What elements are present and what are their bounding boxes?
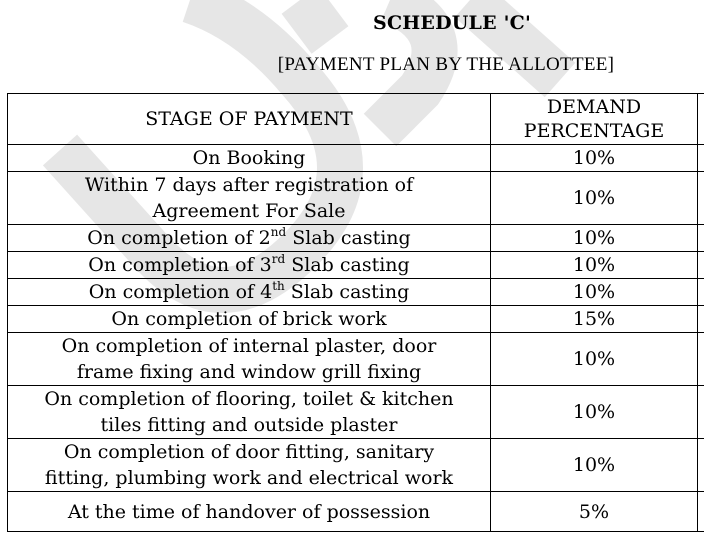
stage-line1: Within 7 days after registration of [84, 174, 414, 196]
payment-plan-table [7, 93, 704, 532]
stage-text-pre: On completion of 2 [87, 227, 271, 249]
stage-text-post: Slab casting [286, 227, 411, 249]
table-edge-cell [698, 439, 704, 492]
table-row [8, 333, 704, 386]
ordinal-suffix: rd [271, 252, 286, 266]
stage-cell [8, 172, 491, 225]
table-row [8, 386, 704, 439]
percentage-cell: 10% [491, 252, 698, 279]
schedule-title: SCHEDULE 'C' [373, 12, 531, 34]
table-row [8, 279, 704, 306]
stage-text-post: Slab casting [285, 254, 410, 276]
stage-text-pre: On completion of 4 [88, 281, 273, 303]
percentage-cell: 10% [491, 439, 698, 492]
table-row [8, 306, 704, 333]
stage-text-pre: On completion of 3 [88, 254, 272, 276]
percentage-cell: 10% [491, 145, 698, 172]
ordinal-suffix: nd [270, 225, 287, 239]
stage-cell [8, 439, 491, 492]
stage-line1: On completion of internal plaster, door [61, 335, 437, 357]
stage-cell [8, 225, 491, 252]
percentage-cell: 10% [491, 225, 698, 252]
stage-cell [8, 386, 491, 439]
table-edge-cell [698, 172, 704, 225]
stage-line2: frame fixing and window grill fixing [76, 361, 422, 383]
percentage-cell: 10% [491, 172, 698, 225]
stage-cell [8, 252, 491, 279]
percentage-cell: 15% [491, 306, 698, 333]
stage-line1: On completion of flooring, toilet & kitchen [44, 388, 454, 410]
stage-cell: At the time of handover of possession [8, 492, 491, 532]
header-stage-of-payment: STAGE OF PAYMENT [8, 94, 491, 145]
table-header-row [8, 94, 704, 145]
table-edge-cell [698, 306, 704, 333]
stage-line2: tiles fitting and outside plaster [100, 414, 398, 436]
table-edge-cell [698, 145, 704, 172]
header-demand-line2: PERCENTAGE [523, 120, 665, 142]
table-row [8, 252, 704, 279]
table-edge-cell [698, 386, 704, 439]
stage-cell [8, 333, 491, 386]
stage-text-post: Slab casting [284, 281, 410, 303]
table-edge-cell [698, 252, 704, 279]
header-demand-percentage [491, 94, 698, 145]
table-edge-cell [698, 492, 704, 532]
table-row [8, 172, 704, 225]
schedule-subtitle: [PAYMENT PLAN BY THE ALLOTTEE] [277, 54, 615, 75]
stage-line2: fitting, plumbing work and electrical work [44, 467, 454, 489]
percentage-cell: 10% [491, 279, 698, 306]
table-row [8, 439, 704, 492]
header-demand-line1: DEMAND [546, 96, 642, 118]
stage-line2: Agreement For Sale [152, 200, 346, 222]
ordinal-suffix: th [272, 279, 285, 293]
table-row [8, 145, 704, 172]
percentage-cell: 5% [491, 492, 698, 532]
table-edge-cell [698, 94, 704, 145]
table-row [8, 225, 704, 252]
stage-cell [8, 279, 491, 306]
table-row [8, 492, 704, 532]
percentage-cell: 10% [491, 333, 698, 386]
stage-cell: On completion of brick work [8, 306, 491, 333]
stage-line1: On completion of door fitting, sanitary [63, 441, 435, 463]
stage-cell: On Booking [8, 145, 491, 172]
table-edge-cell [698, 225, 704, 252]
percentage-cell: 10% [491, 386, 698, 439]
table-edge-cell [698, 279, 704, 306]
table-edge-cell [698, 333, 704, 386]
